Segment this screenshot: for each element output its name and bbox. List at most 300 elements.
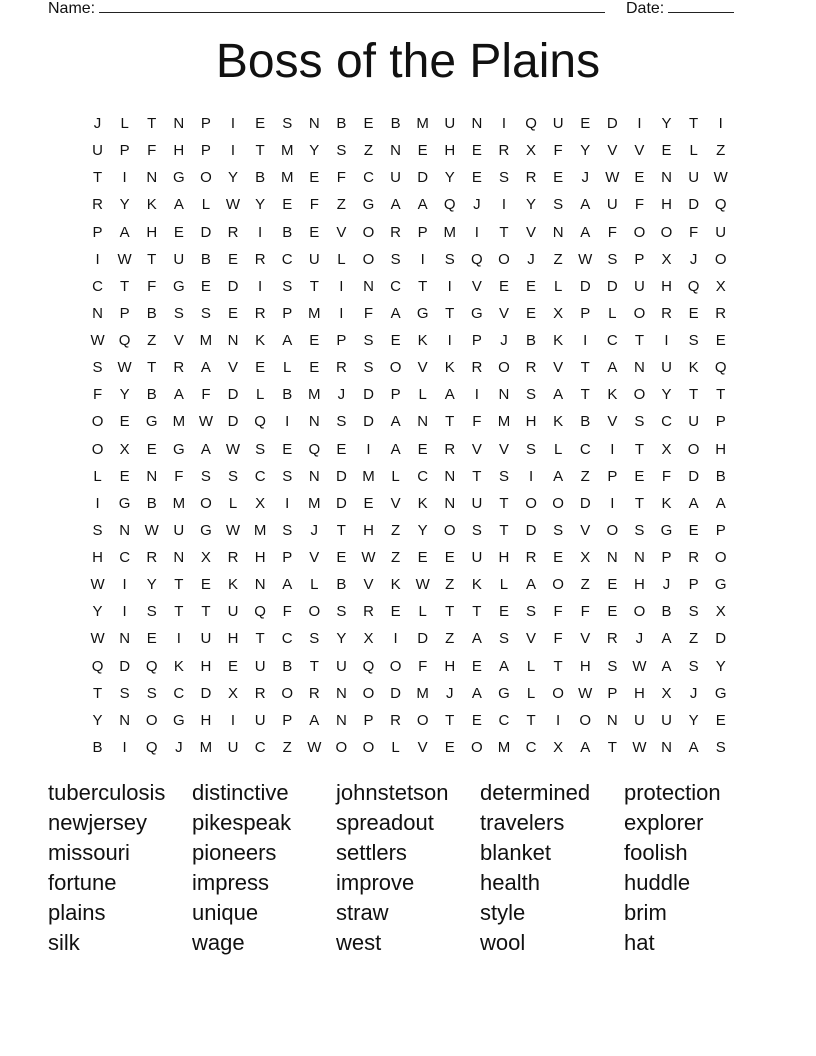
grid-letter: E (282, 196, 293, 214)
grid-letter: S (255, 440, 266, 458)
grid-letter: P (200, 142, 211, 160)
grid-letter: Z (363, 142, 374, 160)
grid-row (84, 655, 734, 682)
grid-letter: H (525, 413, 537, 431)
grid-letter: A (688, 738, 699, 756)
grid-letter: Y (92, 603, 103, 621)
grid-letter: T (716, 386, 726, 404)
grid-letter: S (634, 521, 645, 539)
grid-letter: A (580, 223, 591, 241)
grid-letter: N (634, 549, 645, 566)
grid-letter: E (634, 169, 645, 187)
grid-letter: W (90, 630, 105, 648)
grid-letter: E (255, 115, 266, 132)
grid-letter: L (201, 196, 211, 214)
grid-row (84, 600, 734, 627)
grid-letter: H (444, 142, 456, 160)
grid-letter: E (444, 738, 455, 756)
grid-letter: P (580, 304, 591, 322)
word-list-item: determined (480, 780, 591, 805)
grid-letter: E (119, 467, 130, 485)
grid-letter: M (497, 738, 511, 756)
grid-letter: L (93, 467, 102, 485)
grid-row (84, 166, 734, 193)
grid-letter: A (607, 359, 618, 377)
grid-letter: I (393, 630, 398, 648)
word-list-item: brim (624, 900, 667, 925)
grid-letter: T (336, 521, 346, 539)
grid-letter: D (579, 277, 591, 295)
grid-letter: F (418, 657, 428, 675)
grid-letter: D (417, 169, 429, 187)
grid-letter: K (553, 332, 564, 349)
grid-letter: A (309, 711, 320, 729)
grid-letter: B (336, 115, 347, 132)
word-list-item: spreadout (336, 810, 434, 835)
word-list-item: huddle (624, 870, 691, 895)
word-list-item: silk (48, 930, 80, 955)
grid-letter: E (228, 304, 239, 322)
grid-letter: P (715, 413, 726, 431)
grid-letter: A (688, 494, 699, 512)
grid-letter: L (526, 657, 536, 675)
grid-letter: S (363, 332, 374, 349)
word-list (48, 780, 768, 956)
grid-letter: P (471, 332, 482, 349)
grid-letter: M (308, 386, 321, 404)
grid-letter: E (228, 657, 239, 675)
grid-letter: I (122, 603, 127, 621)
grid-letter: V (634, 142, 645, 160)
grid-letter: S (200, 467, 211, 485)
page-title: Boss of the Plains (215, 35, 601, 88)
grid-letter: A (119, 223, 130, 241)
grid-letter: N (173, 549, 185, 566)
date-blank[interactable] (668, 0, 734, 13)
grid-letter: C (525, 738, 537, 756)
grid-letter: W (117, 359, 132, 377)
grid-letter: Y (228, 169, 239, 187)
grid-letter: H (661, 277, 672, 295)
grid-letter: C (606, 332, 618, 349)
grid-letter: X (255, 494, 266, 512)
grid-letter: Q (118, 332, 131, 349)
grid-letter: V (580, 521, 591, 539)
grid-letter: Q (254, 413, 266, 431)
grid-letter: O (308, 603, 321, 621)
grid-letter: B (146, 304, 157, 322)
grid-letter: Q (714, 196, 727, 214)
grid-letter: O (687, 440, 700, 458)
word-list-item: unique (192, 900, 259, 925)
grid-letter: I (258, 223, 263, 241)
grid-letter: O (200, 169, 212, 187)
grid-letter: M (172, 494, 186, 512)
grid-letter: C (363, 169, 374, 187)
word-list-item: explorer (624, 810, 704, 835)
word-list-item: straw (336, 900, 389, 925)
grid-letter: I (258, 277, 263, 295)
grid-letter: U (254, 711, 266, 729)
grid-letter: I (230, 142, 236, 160)
grid-letter: H (579, 657, 591, 675)
grid-row (84, 221, 734, 248)
grid-letter: Y (255, 196, 266, 214)
grid-letter: O (91, 440, 104, 458)
grid-letter: U (688, 413, 700, 431)
name-field[interactable] (48, 0, 605, 18)
grid-letter: N (146, 169, 158, 187)
grid-letter: D (200, 684, 212, 702)
grid-letter: U (606, 196, 618, 214)
grid-letter: W (361, 549, 376, 566)
grid-letter: I (447, 332, 452, 349)
grid-letter: N (363, 277, 374, 295)
grid-row (84, 329, 734, 356)
grid-letter: S (228, 467, 239, 485)
grid-letter: B (282, 657, 293, 675)
grid-letter: Q (145, 738, 158, 756)
grid-letter: S (553, 521, 564, 539)
grid-letter: G (172, 711, 185, 729)
grid-letter: K (173, 657, 184, 675)
grid-letter: A (173, 196, 184, 214)
grid-row (84, 736, 734, 763)
word-list-item: newjersey (48, 810, 148, 835)
grid-letter: E (498, 603, 509, 621)
grid-letter: T (92, 169, 103, 187)
grid-letter: A (282, 332, 293, 349)
grid-letter: O (498, 359, 510, 377)
grid-letter: F (661, 467, 672, 485)
grid-letter: I (339, 304, 344, 322)
grid-letter: D (227, 277, 239, 295)
grid-letter: H (715, 440, 727, 458)
grid-letter: I (610, 440, 615, 458)
grid-letter: V (417, 359, 428, 377)
grid-letter: N (661, 169, 672, 187)
grid-letter: U (444, 115, 456, 132)
grid-letter: X (363, 630, 374, 648)
grid-letter: O (200, 494, 212, 512)
grid-letter: D (525, 521, 537, 539)
grid-letter: J (689, 684, 698, 702)
grid-letter: U (390, 169, 401, 187)
grid-row (84, 519, 734, 546)
grid-letter: Y (92, 711, 103, 729)
grid-letter: N (417, 413, 429, 431)
grid-letter: N (146, 467, 158, 485)
grid-letter: I (718, 115, 723, 132)
grid-letter: R (525, 549, 537, 566)
grid-letter: S (119, 684, 130, 702)
grid-letter: A (471, 684, 482, 702)
grid-letter: Z (716, 142, 726, 160)
grid-letter: D (227, 386, 239, 404)
grid-letter: F (689, 223, 699, 241)
grid-letter: R (471, 359, 483, 377)
grid-letter: X (715, 277, 726, 295)
grid-letter: S (526, 603, 537, 621)
grid-row (84, 356, 734, 383)
grid-letter: T (472, 467, 482, 485)
grid-letter: T (445, 711, 455, 729)
grid-letter: D (363, 386, 374, 404)
grid-letter: P (390, 386, 401, 404)
grid-letter: O (633, 223, 646, 241)
grid-letter: X (228, 684, 239, 702)
grid-letter: Y (336, 630, 347, 648)
grid-letter: A (526, 576, 537, 594)
grid-letter: G (714, 576, 727, 594)
grid-letter: L (499, 576, 509, 594)
grid-letter: H (92, 549, 103, 566)
grid-letter: S (498, 630, 509, 648)
grid-letter: J (473, 196, 481, 214)
grid-letter: D (119, 657, 131, 675)
grid-letter: V (173, 332, 184, 349)
grid-letter: S (146, 684, 157, 702)
grid-letter: F (363, 304, 374, 322)
grid-letter: Z (336, 196, 346, 214)
grid-letter: S (444, 250, 455, 268)
grid-letter: T (499, 223, 509, 241)
grid-letter: R (363, 603, 374, 621)
grid-letter: J (527, 250, 535, 268)
grid-letter: M (172, 413, 186, 431)
grid-letter: A (553, 386, 564, 404)
grid-letter: L (608, 304, 617, 322)
grid-letter: O (606, 521, 619, 539)
grid-letter: J (635, 630, 644, 648)
grid-letter: E (526, 304, 537, 322)
grid-letter: H (661, 196, 672, 214)
grid-letter: U (335, 657, 347, 675)
grid-letter: Q (443, 196, 456, 214)
grid-letter: D (579, 494, 591, 512)
word-list-item: pikespeak (192, 810, 292, 835)
grid-letter: S (498, 467, 509, 485)
grid-letter: V (526, 630, 537, 648)
grid-letter: W (225, 196, 241, 214)
grid-letter: I (122, 169, 127, 187)
grid-letter: H (254, 549, 266, 566)
grid-letter: T (418, 277, 428, 295)
grid-letter: U (661, 711, 672, 729)
grid-letter: G (172, 277, 185, 295)
grid-letter: P (336, 332, 347, 349)
grid-letter: U (715, 223, 727, 241)
grid-letter: W (117, 250, 132, 268)
grid-letter: T (255, 630, 265, 648)
grid-letter: Z (390, 549, 401, 566)
grid-letter: T (689, 115, 699, 132)
word-list-item: wage (192, 930, 245, 955)
grid-letter: I (474, 223, 479, 241)
grid-letter: C (281, 630, 293, 648)
grid-letter: J (581, 169, 589, 187)
grid-letter: U (92, 142, 103, 160)
grid-letter: D (606, 277, 618, 295)
grid-letter: T (255, 142, 265, 160)
grid-letter: D (606, 115, 618, 132)
grid-letter: K (146, 196, 157, 214)
grid-letter: J (662, 576, 671, 594)
grid-row (84, 546, 734, 573)
grid-letter: I (610, 494, 615, 512)
grid-letter: Y (526, 196, 537, 214)
grid-letter: E (661, 142, 672, 160)
grid-letter: G (118, 494, 131, 512)
grid-letter: H (634, 684, 645, 702)
grid-letter: D (200, 223, 212, 241)
grid-letter: S (688, 657, 699, 675)
grid-letter: D (417, 630, 429, 648)
grid-letter: E (471, 169, 482, 187)
grid-letter: S (526, 440, 537, 458)
grid-letter: L (391, 467, 400, 485)
grid-letter: Q (91, 657, 104, 675)
grid-letter: N (173, 115, 185, 132)
grid-row (84, 682, 734, 709)
grid-letter: P (200, 115, 211, 132)
grid-letter: V (607, 142, 618, 160)
grid-letter: R (661, 304, 672, 322)
grid-letter: N (227, 332, 239, 349)
grid-letter: F (336, 169, 346, 187)
grid-letter: E (417, 440, 428, 458)
grid-letter: F (309, 196, 319, 214)
grid-letter: I (366, 440, 371, 458)
grid-letter: A (580, 738, 591, 756)
grid-letter: E (309, 332, 320, 349)
grid-letter: I (501, 196, 507, 214)
grid-letter: G (498, 684, 510, 702)
grid-letter: E (444, 549, 455, 566)
grid-letter: P (119, 142, 130, 160)
grid-letter: O (633, 304, 646, 322)
grid-letter: V (498, 440, 509, 458)
grid-letter: T (147, 115, 157, 132)
grid-letter: N (335, 684, 347, 702)
grid-letter: S (336, 142, 347, 160)
grid-letter: Y (580, 142, 591, 160)
grid-row (84, 383, 734, 410)
grid-letter: W (198, 413, 213, 431)
grid-letter: I (664, 332, 669, 349)
grid-letter: P (282, 711, 293, 729)
name-blank[interactable] (99, 0, 605, 13)
grid-letter: Q (525, 115, 537, 132)
grid-letter: J (446, 684, 454, 702)
word-list-item: blanket (480, 840, 551, 865)
grid-letter: F (553, 142, 563, 160)
grid-letter: F (472, 413, 482, 431)
grid-letter: V (417, 738, 428, 756)
grid-letter: K (417, 494, 428, 512)
grid-letter: S (173, 304, 184, 322)
grid-letter: O (660, 223, 673, 241)
grid-letter: A (444, 386, 455, 404)
grid-letter: I (339, 277, 344, 295)
grid-letter: N (119, 630, 131, 648)
grid-letter: B (146, 386, 157, 404)
grid-letter: N (308, 413, 320, 431)
grid-letter: R (173, 359, 185, 377)
grid-letter: G (714, 684, 727, 702)
grid-letter: R (390, 223, 401, 241)
grid-row (84, 465, 734, 492)
grid-letter: Y (309, 142, 320, 160)
grid-letter: M (443, 223, 457, 241)
date-field[interactable] (626, 0, 734, 18)
grid-letter: G (200, 521, 212, 539)
grid-letter: L (418, 603, 427, 621)
grid-letter: K (390, 576, 401, 594)
grid-letter: R (390, 711, 401, 729)
grid-letter: A (390, 440, 401, 458)
grid-row (84, 139, 734, 166)
grid-letter: U (552, 115, 564, 132)
grid-letter: A (200, 440, 211, 458)
grid-letter: I (230, 711, 236, 729)
grid-letter: X (526, 142, 537, 160)
grid-letter: D (688, 467, 700, 485)
grid-letter: T (201, 603, 211, 621)
grid-letter: Z (580, 467, 590, 485)
grid-letter: E (390, 332, 401, 349)
grid-letter: Y (444, 169, 455, 187)
grid-letter: D (363, 413, 374, 431)
grid-letter: P (282, 304, 293, 322)
grid-letter: O (579, 711, 592, 729)
grid-letter: S (336, 603, 347, 621)
grid-letter: Y (661, 386, 672, 404)
grid-letter: X (119, 440, 130, 458)
grid-letter: E (715, 332, 726, 349)
grid-letter: O (525, 494, 537, 512)
grid-row (84, 627, 734, 654)
grid-letter: O (552, 494, 564, 512)
grid-letter: R (606, 630, 618, 648)
grid-letter: T (445, 304, 455, 322)
grid-letter: U (173, 250, 185, 268)
grid-letter: S (390, 250, 401, 268)
grid-letter: L (228, 494, 238, 512)
grid-letter: W (578, 250, 593, 268)
word-list-item: pioneers (192, 840, 277, 865)
grid-letter: A (553, 467, 564, 485)
grid-letter: C (661, 413, 672, 431)
grid-letter: E (688, 521, 699, 539)
grid-letter: P (417, 223, 428, 241)
name-label: Name: (48, 0, 96, 17)
grid-letter: O (416, 711, 429, 729)
grid-letter: Z (445, 576, 455, 594)
grid-letter: B (715, 467, 726, 485)
word-list-item: johnstetson (336, 780, 449, 805)
grid-letter: O (389, 359, 402, 377)
grid-letter: V (580, 630, 591, 648)
grid-letter: O (91, 413, 104, 431)
grid-letter: M (308, 304, 321, 322)
grid-letter: D (390, 684, 401, 702)
grid-letter: O (633, 603, 646, 621)
grid-letter: L (255, 386, 265, 404)
grid-letter: R (525, 169, 537, 187)
grid-letter: C (119, 549, 131, 566)
grid-letter: H (146, 223, 158, 241)
